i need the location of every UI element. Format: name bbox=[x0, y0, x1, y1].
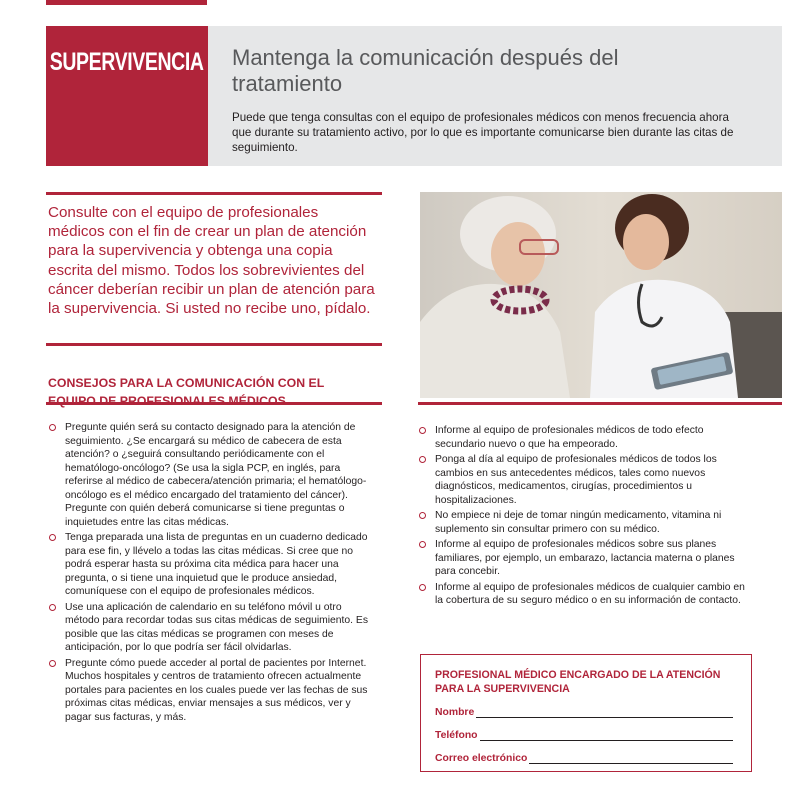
bullet-icon bbox=[419, 541, 426, 548]
doctor-patient-photo bbox=[420, 192, 782, 398]
bullet-icon bbox=[49, 660, 56, 667]
bullet-icon bbox=[419, 512, 426, 519]
email-field-label: Correo electrónico bbox=[435, 753, 528, 764]
bullet-icon bbox=[419, 584, 426, 591]
bullet-icon bbox=[419, 427, 426, 434]
list-item: Tenga preparada una lista de preguntas en un cuaderno dedicado para ese fin, y llévelo a todas las citas médicas. Si cree que no podrá esperar hasta su próxima cita médica para hacer una pregunta, o si tiene una inquietud que le produce ansiedad, comuníquese con el equipo de profesionales médicos. bbox=[48, 531, 378, 599]
list-item: Pregunte cómo puede acceder al portal de pacientes por Internet. Muchos hospitales y centros de tratamiento ofrecen actualmente portales para pacientes en los cuales puede ver las fechas de sus próximas citas médicas, enviar mensajes a sus médicos, ver y pagar sus facturas, y más. bbox=[48, 657, 378, 725]
phone-field-label: Teléfono bbox=[435, 730, 478, 741]
email-field[interactable] bbox=[435, 750, 733, 764]
list-item: Use una aplicación de calendario en su teléfono móvil u otro método para recordar todas sus citas médicas de seguimiento. Es posible que las citas médicas se programen con meses de anticipación, por lo que podría ser fácil olvidarlas. bbox=[48, 601, 378, 655]
tips-heading: CONSEJOS PARA LA COMUNICACIÓN CON EL EQUIPO DE PROFESIONALES MÉDICOS bbox=[48, 376, 325, 408]
section-label: SUPERVIVENCIA bbox=[50, 48, 204, 76]
list-item: Informe al equipo de profesionales médicos de cualquier cambio en la cobertura de su seguro médico o en su información de contacto. bbox=[418, 581, 748, 608]
phone-field-line[interactable] bbox=[480, 729, 733, 741]
name-field-label: Nombre bbox=[435, 707, 475, 718]
bullet-icon bbox=[49, 424, 56, 431]
contact-form-title: PROFESIONAL MÉDICO ENCARGADO DE LA ATENCIÓN PARA LA SUPERVIVENCIA bbox=[435, 669, 721, 695]
email-field-line[interactable] bbox=[529, 752, 733, 764]
name-field-line[interactable] bbox=[476, 706, 733, 718]
section-header bbox=[46, 26, 782, 166]
list-item: Informe al equipo de profesionales médicos sobre sus planes familiares, por ejemplo, un embarazo, lactancia materna o planes para concebir. bbox=[418, 538, 748, 579]
pull-quote: Consulte con el equipo de profesionales médicos con el fin de crear un plan de atención para la supervivencia y obtenga una copia escrita del mismo. Todos los sobrevivientes del cáncer deberían recibir un plan de atención para la supervivencia. Si usted no recibe uno, pídalo. bbox=[48, 204, 375, 318]
phone-field[interactable] bbox=[435, 727, 733, 741]
header-panel bbox=[208, 26, 782, 166]
section-label-box bbox=[46, 26, 208, 166]
header-description: Puede que tenga consultas con el equipo de profesionales médicos con menos frecuencia ahora que durante su tratamiento activo, por lo que es importante comunicarse bien durante las citas de seguimiento. bbox=[232, 111, 734, 154]
name-field[interactable] bbox=[435, 704, 733, 718]
tips-list-left bbox=[48, 421, 378, 726]
contact-form-box bbox=[420, 654, 752, 772]
pull-quote-bottom-rule bbox=[46, 343, 382, 346]
page-title: Mantenga la comunicación después del tratamiento bbox=[232, 45, 619, 96]
list-item: Informe al equipo de profesionales médicos de todo efecto secundario nuevo o que ha empeorado. bbox=[418, 424, 748, 451]
bullet-icon bbox=[49, 604, 56, 611]
list-item: No empiece ni deje de tomar ningún medicamento, vitamina ni suplemento sin consultar primero con su médico. bbox=[418, 509, 748, 536]
pull-quote-top-rule bbox=[46, 192, 382, 195]
list-item: Ponga al día al equipo de profesionales médicos de todos los cambios en sus antecedentes médicos, tales como nuevos diagnósticos, medicamentos, cirugías, procedimientos u hospitalizaciones. bbox=[418, 453, 748, 507]
top-accent-strip bbox=[46, 0, 207, 5]
list-item: Pregunte quién será su contacto designado para la atención de seguimiento. ¿Se encargará su médico de cabecera de esta atención? o ¿seguirá consultando periódicamente con el hematólogo-oncólogo? (Se usa la sigla PCP, en inglés, para referirse al médico de cabecera/atención primaria; el hematólogo-oncólogo es el médico encargado del tratamiento del cáncer). Pregunte con quién deberá comunicarse si tiene preguntas o inquietudes entre las citas médicas. bbox=[48, 421, 378, 529]
right-column-rule bbox=[418, 402, 782, 405]
bullet-icon bbox=[419, 456, 426, 463]
bullet-icon bbox=[49, 534, 56, 541]
tips-list-right bbox=[418, 424, 748, 610]
